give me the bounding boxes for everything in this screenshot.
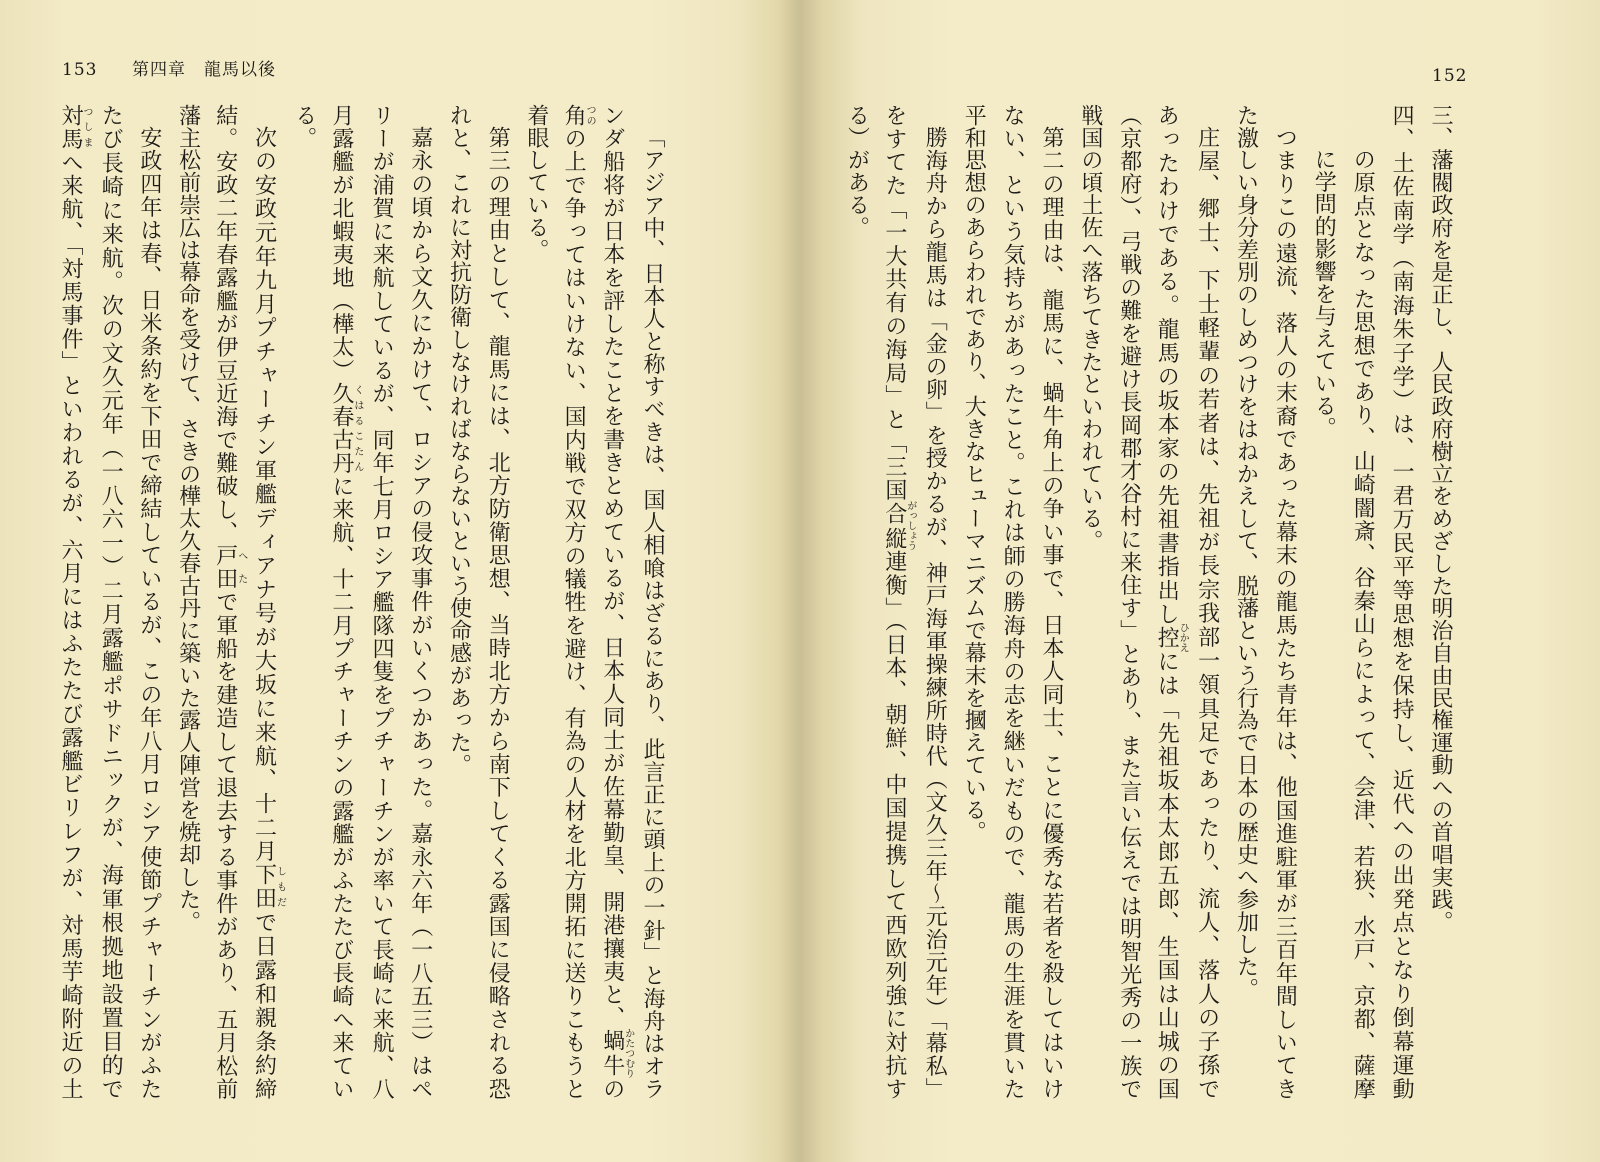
text-run: あったわけである。龍馬の坂本家の先祖書指出し [1154,104,1180,627]
text-column: 「アジア中、日本人と称すべきは、国人相喰はざるにあり、此言正に頭上の一針」と海舟はオラ [640,126,665,1100]
ruby-base: 戸田 [212,544,238,591]
text-column: 平和思想のあらわれであり、大きなヒューマニズムで幕末を摑えている。 [961,104,987,844]
ruby-annotation [881,500,916,551]
text-run: ンダ船将が日本を評したことを書きとめているが、日本人同士が佐幕勤皇、開港攘夷と、 [599,104,625,1030]
text-run: の [599,1076,625,1100]
text-column: 嘉永の頃から文久にかけて、ロシアの侵攻事件がいくつかあった。嘉永六年（一八五三）はペ [407,126,433,1100]
right-page [800,0,1600,1162]
text-column: の原点となった思想であり、山崎闇斎、谷秦山らによって、会津、若狭、水戸、京都、薩摩 [1350,148,1376,1100]
text-column: 庄屋、郷士、下士軽輩の若者は、先祖が長宗我部一領具足であったり、流人、落人の子孫で [1194,126,1220,1100]
ruby-annotation [561,104,596,128]
ruby-text: がっしょう [904,500,916,551]
text-column: （京都府）、弓戦の難を避け長岡郡才谷村に来住す」とあり、また言い伝えでは明智光秀の一族で [1116,104,1142,1100]
text-column: れと、これに対抗防衛しなければならないという使命感があった。 [446,104,472,776]
text-run: 月露艦が北蝦夷地（樺太） [328,104,354,383]
text-run: には「先祖坂本太郎五郎、生国は山城の国 [1154,648,1180,1100]
ruby-base: 蝸牛 [599,1028,625,1079]
ruby-text: しもだ [274,863,286,910]
text-column: る）がある。 [844,104,870,239]
text-column: 第三の理由として、龍馬には、北方防衛思想、当時北方から南下してくる露国に侵略される恐 [485,126,511,1100]
text-column: 着眼している。 [523,104,549,261]
text-column: 戦国の頃土佐へ落ちてきたといわれている。 [1077,104,1103,552]
text-column [52,104,92,1100]
text-column [1148,104,1188,1100]
ruby-base: 対馬 [58,104,83,151]
ruby-annotation [599,1028,634,1079]
text-column: た激しい身分差別のしめつけをはねかえして、脱藩という行為で日本の歴史へ参加した。 [1233,104,1259,1000]
text-column: ない、という気持ちがあったこと。これは師の勝海舟の志を継いだもので、龍馬の生涯を貫いた [1000,104,1026,1100]
text-column [245,104,285,1100]
ruby-base: 下田 [251,863,277,912]
text-column: 勝海舟から龍馬は「金の卵」を授かるが、神戸海軍操練所時代（文久三年～元治元年）「幕私」 [922,126,948,1100]
text-column: 安政四年は春、日米条約を下田で締結しているが、この年八月ロシア使節プチャーチンがふた [136,126,162,1100]
ruby-base: 控 [1154,622,1180,653]
text-column: に学問的影響を与えている。 [1311,148,1337,440]
text-column [322,104,362,1100]
ruby-base: 合縦 [881,500,907,551]
ruby-annotation [251,863,286,912]
text-run: をすてた「一大共有の海局」と「三国 [881,104,907,502]
text-column: る。 [291,104,317,149]
text-column [875,104,915,1100]
text-column [555,104,595,1100]
ruby-annotation [328,382,363,475]
text-run: に来航、十二月プチャーチンの露艦がふたたび長崎へ来てい [328,474,354,1100]
ruby-annotation [212,544,247,591]
text-column: 四、土佐南学（南海朱子学）は、一君万民平等思想を保持し、近代への出発点となり倒幕運動 [1389,104,1415,1100]
text-column: つまりこの遠流、落人の末裔であった幕末の龍馬たち青年は、他国進駐軍が三百年間しいてき [1272,126,1298,1100]
text-column: リーが浦賀に来航しているが、同年七月ロシア艦隊四隻をプチャーチンが率いて長崎に来航、八 [369,104,395,1100]
text-run: 次の安政元年九月プチャーチン軍艦ディアナ号が大坂に来航、十二月 [251,126,277,864]
text-column [206,104,246,1100]
running-head: 第四章 龍馬以後 [132,60,276,80]
ruby-text: ひかえ [1177,622,1189,653]
text-run: の上で争ってはいけない、国内戦で双方の犠牲を避け、有為の人材を北方開拓に送りこもうと [561,127,587,1100]
ruby-annotation [58,104,92,151]
ruby-annotation [1154,622,1189,653]
ruby-text: くはるこたん [351,382,363,475]
page-number: 153 [62,60,98,80]
text-column: たび長崎に来航。次の文久元年（一八六一）二月露艦ポサドニックが、海軍根拠地設置目的で [98,104,124,1100]
text-column: 藩主松前崇広は幕命を受けて、さきの樺太久春古丹に築いた露人陣営を焼却した。 [175,104,201,933]
ruby-text: へた [235,544,247,591]
text-column: 三、藩閥政府を是正し、人民政府樹立をめざした明治自由民権運動への首唱実践。 [1428,104,1453,933]
ruby-text: かたつむり [622,1028,634,1079]
page-number: 152 [1432,66,1468,86]
text-run: で軍船を建造して退去する事件があり、五月松前 [212,590,238,1100]
ruby-text: つの [584,104,596,127]
ruby-text: つしま [81,104,92,150]
text-run: へ来航、「対馬事件」といわれるが、六月にはふたたび露艦ビリレフが、対馬芋崎附近の土 [58,150,83,1100]
text-column: 第二の理由は、龍馬に、蝸牛角上の争い事で、日本人同士、ことに優秀な若者を殺してはいけ [1039,126,1064,1100]
text-run: 結。安政二年春露艦が伊豆近海で難破し、 [212,104,238,545]
text-run: 連衡」（日本、朝鮮、中国提携して西欧列強に対抗す [881,549,907,1100]
ruby-base: 角 [561,104,587,128]
text-run: で日露和親条約締 [251,911,277,1101]
text-column [593,104,633,1100]
ruby-base: 久春古丹 [328,382,354,475]
